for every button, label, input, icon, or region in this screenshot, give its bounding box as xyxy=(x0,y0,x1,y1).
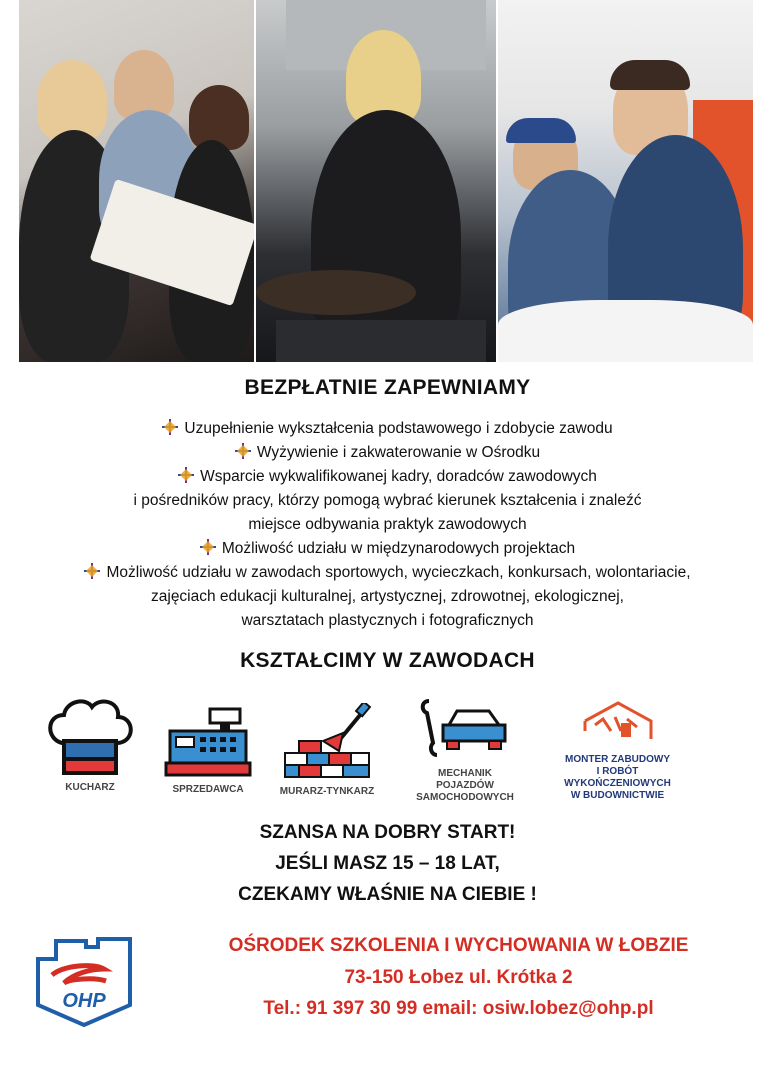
list-item: Wyżywienie i zakwaterowanie w Ośrodku xyxy=(0,441,775,465)
house-tools-icon xyxy=(581,701,655,741)
profession-label: KUCHARZ xyxy=(65,782,115,793)
profession-label: SPRZEDAWCA xyxy=(172,784,244,795)
mechanics-photo xyxy=(496,0,753,362)
professions-row xyxy=(0,695,775,815)
profession-label-line: MECHANIK xyxy=(438,768,492,779)
cash-register-icon xyxy=(164,707,252,777)
list-item: Możliwość udziału w międzynarodowych projektach xyxy=(0,537,775,561)
profession-sprzedawca xyxy=(158,707,258,796)
svg-text:OHP: OHP xyxy=(62,990,106,1012)
profession-label-line: SAMOCHODOWYCH xyxy=(416,792,514,803)
brick-wall-icon xyxy=(281,703,373,781)
heading-professions: KSZTAŁCIMY W ZAWODACH xyxy=(240,649,535,672)
car-wrench-icon xyxy=(419,697,511,759)
ohp-logo xyxy=(34,935,134,1027)
chef-hat-icon xyxy=(42,695,138,777)
profession-murarz xyxy=(272,703,382,798)
heading-we-provide: BEZPŁATNIE ZAPEWNIAMY xyxy=(244,376,531,399)
bullet-icon xyxy=(200,539,216,555)
slogan-line: CZEKAMY WŁAŚNIE NA CIEBIE ! xyxy=(238,884,537,905)
list-item-continuation: i pośredników pracy, którzy pomogą wybrać kierunek kształcenia i znaleźć xyxy=(133,492,642,509)
institution-name: OŚRODEK SZKOLENIA I WYCHOWANIA W ŁOBZIE xyxy=(228,935,689,956)
list-item-continuation: miejsce odbywania praktyk zawodowych xyxy=(248,516,527,533)
list-item-continuation: warsztatach plastycznych i fotograficznych xyxy=(241,612,534,629)
profession-mechanik xyxy=(400,697,530,804)
profession-label-line: MONTER ZABUDOWY xyxy=(565,754,670,765)
list-item: Uzupełnienie wykształcenia podstawowego i zdobycie zawodu xyxy=(0,417,775,441)
profession-label-line: POJAZDÓW xyxy=(436,780,494,791)
list-item-continuation: zajęciach edukacji kulturalnej, artystycznej, zdrowotnej, ekologicznej, xyxy=(151,588,624,605)
bullet-icon xyxy=(162,419,178,435)
profession-label-line: WYKOŃCZENIOWYCH xyxy=(564,778,671,789)
slogan-line: JEŚLI MASZ 15 – 18 LAT, xyxy=(275,853,500,874)
profession-label: MURARZ-TYNKARZ xyxy=(279,786,375,797)
profession-kucharz xyxy=(35,695,145,794)
institution-contact[interactable]: Tel.: 91 397 30 99 email: osiw.lobez@ohp.pl xyxy=(263,998,654,1019)
profession-monter xyxy=(555,701,680,802)
bullet-icon xyxy=(178,467,194,483)
cooking-photo xyxy=(254,0,496,362)
profession-label-line: I ROBÓT xyxy=(596,766,639,777)
list-item: Możliwość udziału w zawodach sportowych, wycieczkach, konkursach, wolontariacie, xyxy=(0,561,775,585)
slogan-line: SZANSA NA DOBRY START! xyxy=(259,822,516,843)
list-item: Wsparcie wykwalifikowanej kadry, doradców zawodowych xyxy=(0,465,775,489)
bullet-icon xyxy=(84,563,100,579)
institution-address: 73-150 Łobez ul. Krótka 2 xyxy=(344,967,573,988)
bullet-icon xyxy=(235,443,251,459)
hairdressing-photo xyxy=(19,0,254,362)
profession-label-line: W BUDOWNICTWIE xyxy=(570,790,665,801)
photo-strip xyxy=(19,0,753,362)
